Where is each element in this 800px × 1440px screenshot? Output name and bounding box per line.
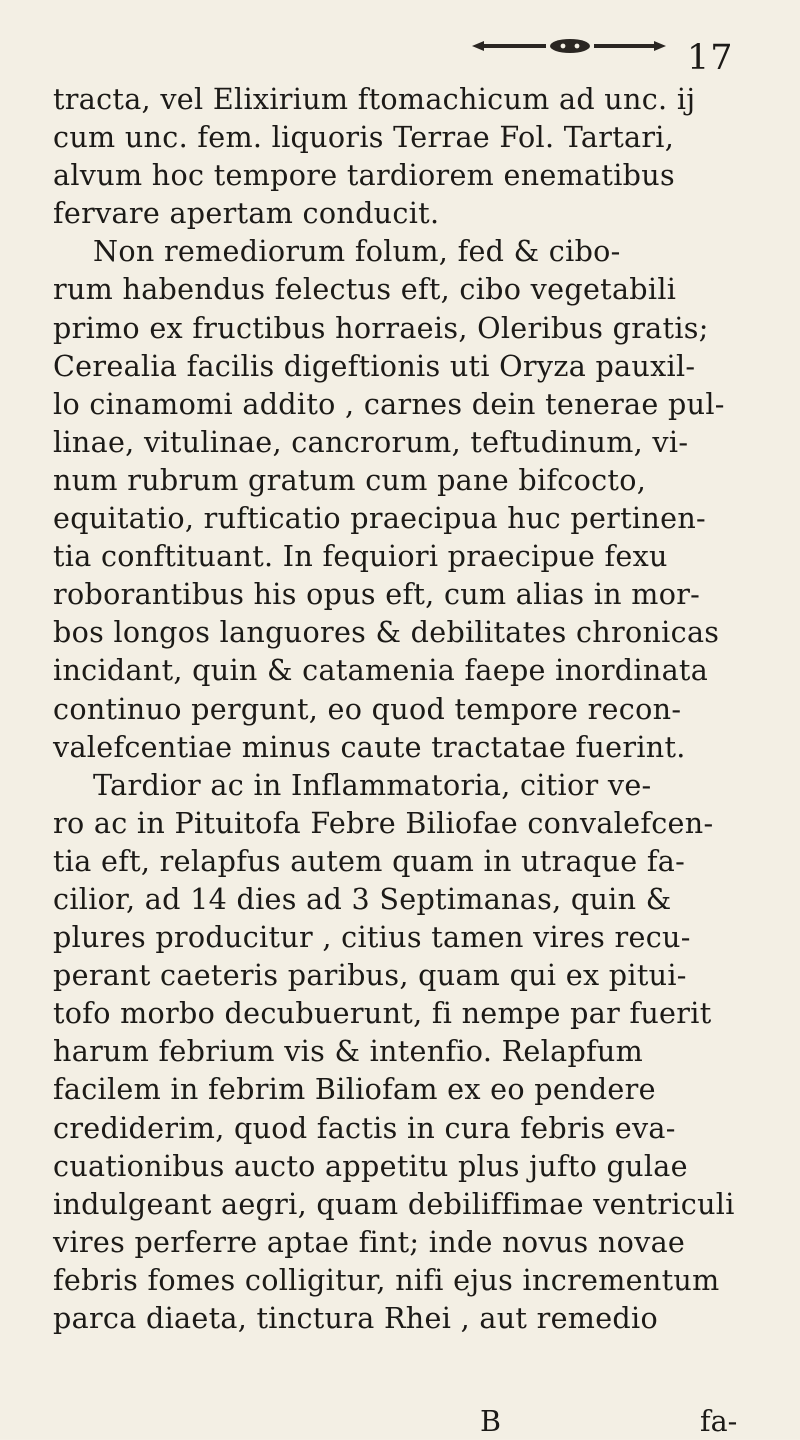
page-header bbox=[470, 38, 734, 86]
paragraph-start-line: Non remediorum folum, fed & cibo- bbox=[93, 234, 621, 269]
text-line: roborantibus his opus eft, cum alias in mor- bbox=[53, 577, 701, 612]
text-line: equitatio, rufticatio praecipua huc pertinen- bbox=[53, 501, 706, 536]
text-line: cilior, ad 14 dies ad 3 Septimanas, quin & bbox=[53, 881, 672, 916]
catchword: fa- bbox=[700, 1404, 738, 1438]
text-line: num rubrum gratum cum pane bifcocto, bbox=[53, 462, 647, 497]
printer-ornament-icon bbox=[470, 38, 670, 54]
body-text bbox=[53, 80, 773, 1337]
text-line: febris fomes colligitur, nifi ejus incrementum bbox=[53, 1262, 720, 1297]
text-line: parca diaeta, tinctura Rhei , aut remedio bbox=[53, 1301, 658, 1335]
text-line: vires perferre aptae fint; inde novus novae bbox=[53, 1224, 686, 1259]
text-line: primo ex fructibus horraeis, Oleribus gratis; bbox=[53, 310, 709, 345]
text-line: valefcentiae minus caute tractatae fuerint. bbox=[53, 729, 686, 764]
page-number: 17 bbox=[687, 38, 734, 78]
text-line: incidant, quin & catamenia faepe inordinata bbox=[53, 653, 709, 688]
text-line: tia conftituant. In fequiori praecipue fexu bbox=[53, 539, 668, 574]
text-line: linae, vitulinae, cancrorum, teftudinum, vi- bbox=[53, 424, 689, 459]
text-line: tracta, vel Elixirium ftomachicum ad unc. ij bbox=[53, 82, 696, 116]
page-footer bbox=[0, 1402, 800, 1440]
text-line: alvum hoc tempore tardiorem enematibus bbox=[53, 158, 675, 193]
text-line: cum unc. fem. liquoris Terrae Fol. Tartari, bbox=[53, 120, 675, 155]
signature-mark: B bbox=[480, 1404, 502, 1438]
text-line: Cerealia facilis digeftionis uti Oryza pauxil- bbox=[53, 348, 696, 383]
text-line: perant caeteris paribus, quam qui ex pitui- bbox=[53, 958, 687, 993]
text-line: lo cinamomi addito , carnes dein tenerae pul- bbox=[53, 386, 725, 421]
text-line: bos longos languores & debilitates chronicas bbox=[53, 615, 720, 650]
text-line: tofo morbo decubuerunt, fi nempe par fuerit bbox=[53, 996, 712, 1031]
paragraph-start-line: Tardior ac in Inflammatoria, citior ve- bbox=[93, 767, 652, 802]
text-line: cuationibus aucto appetitu plus jufto gulae bbox=[53, 1148, 688, 1183]
text-line: fervare apertam conducit. bbox=[53, 196, 440, 231]
text-line: indulgeant aegri, quam debiliffimae ventriculi bbox=[53, 1186, 735, 1221]
text-line: plures producitur , citius tamen vires recu- bbox=[53, 920, 691, 955]
text-line: ro ac in Pituitofa Febre Biliofae convalefcen- bbox=[53, 805, 714, 840]
text-line: tia eft, relapfus autem quam in utraque fa- bbox=[53, 843, 686, 878]
text-line: facilem in febrim Biliofam ex eo pendere bbox=[53, 1072, 656, 1107]
text-line: rum habendus felectus eft, cibo vegetabili bbox=[53, 272, 677, 307]
text-line: crediderim, quod factis in cura febris eva- bbox=[53, 1110, 676, 1145]
text-line: continuo pergunt, eo quod tempore recon- bbox=[53, 691, 682, 726]
text-line: harum febrium vis & intenfio. Relapfum bbox=[53, 1034, 644, 1069]
